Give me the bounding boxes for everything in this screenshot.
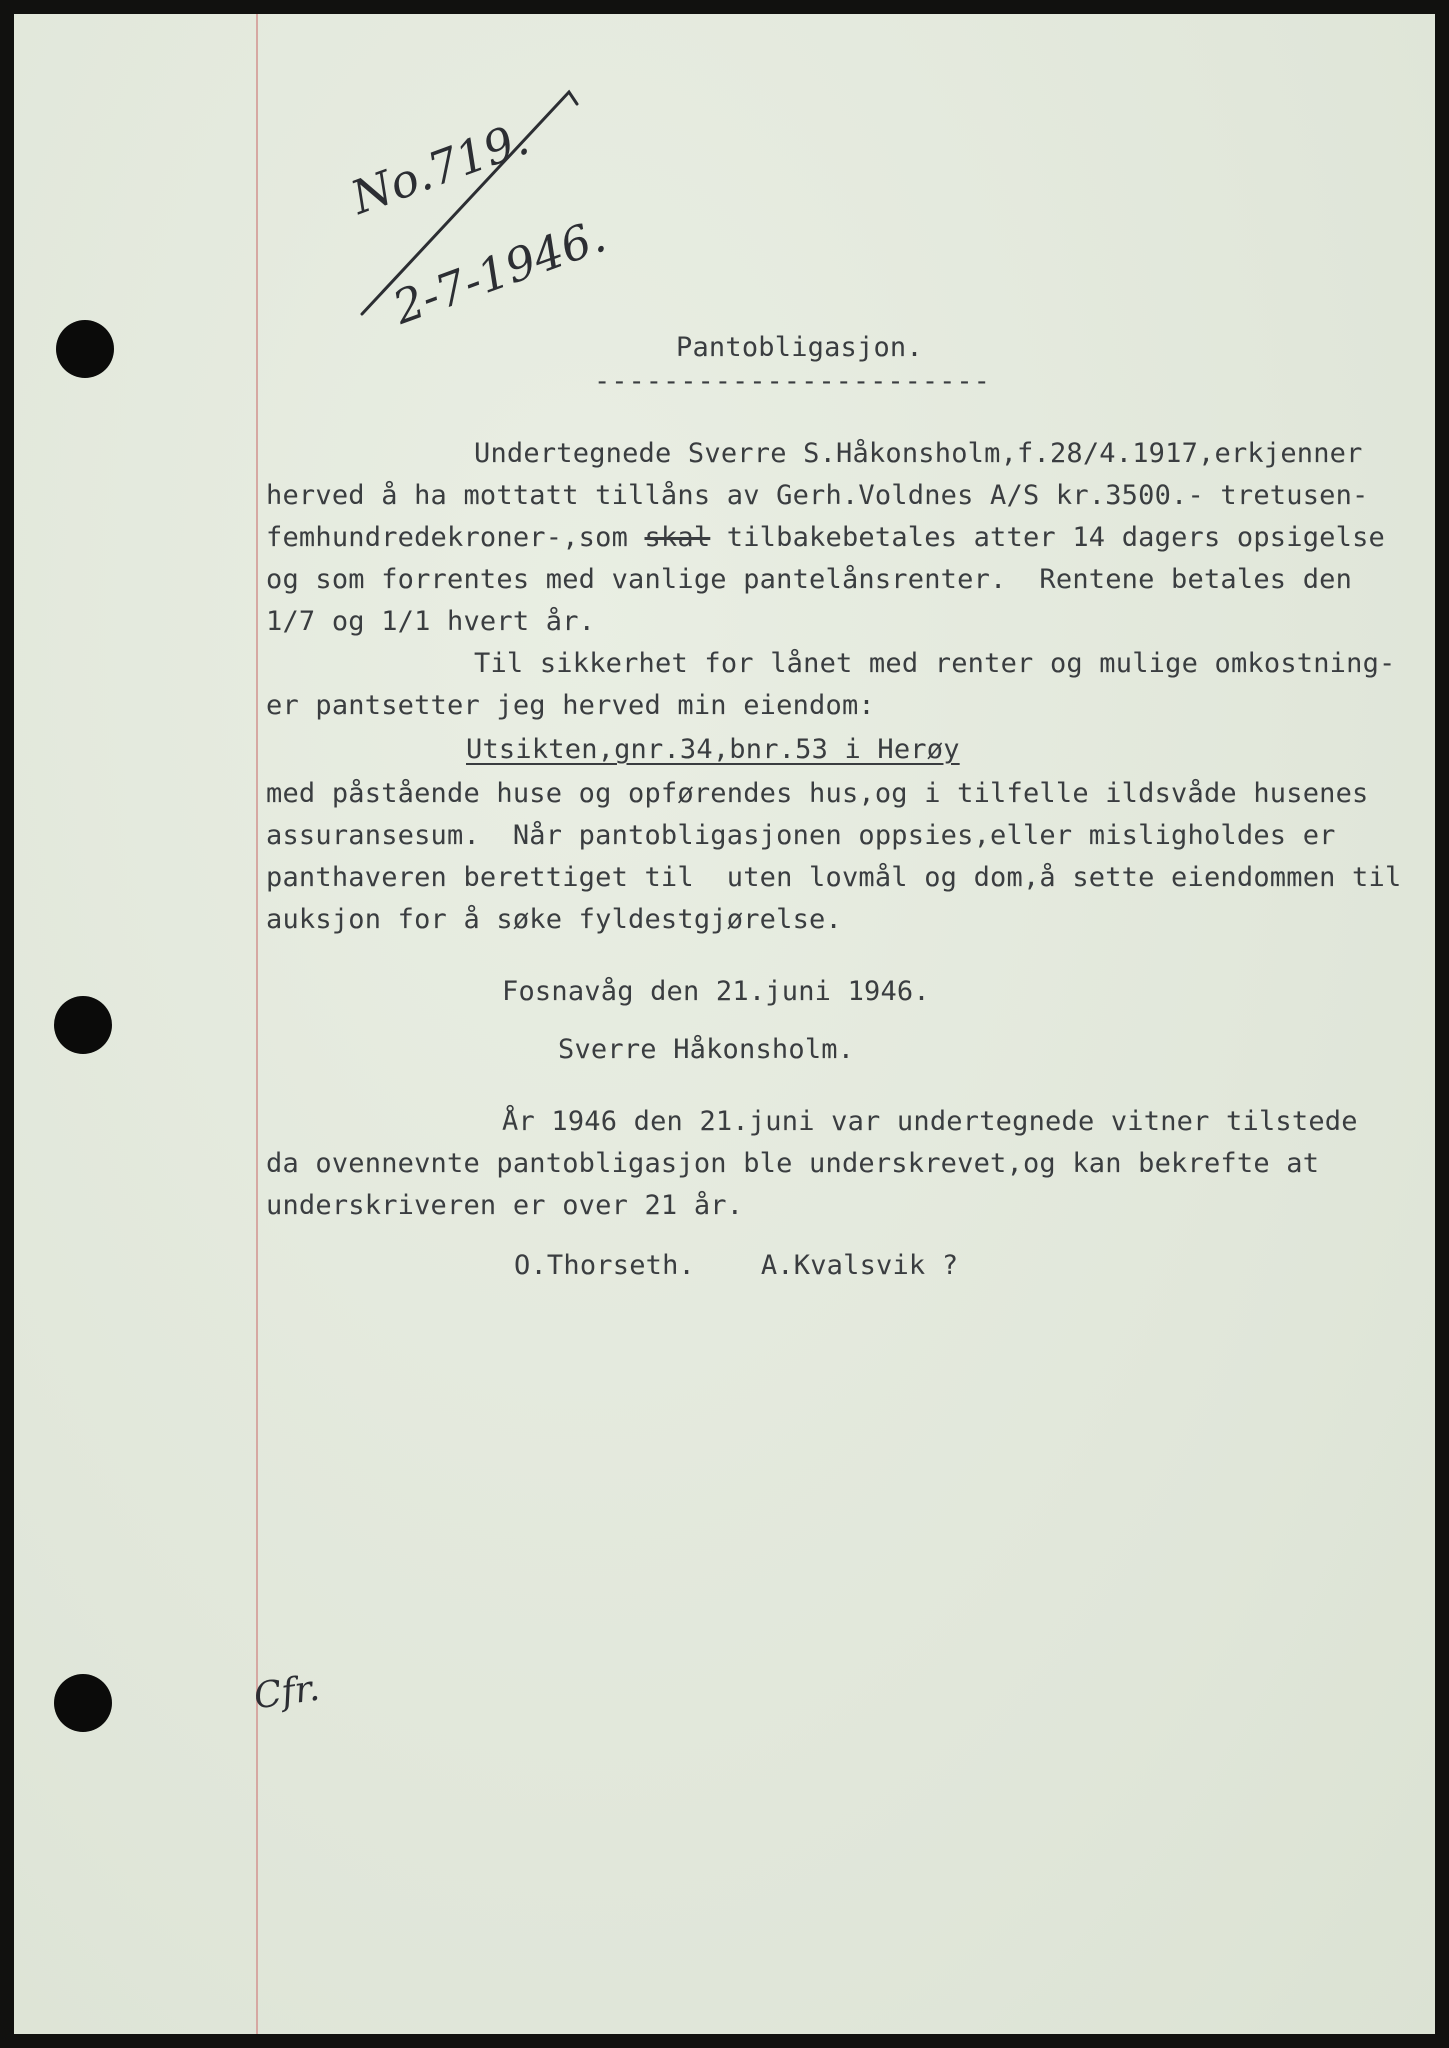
p1-line-4: og som forrentes med vanlige pantelånsrenter. Rentene betales den xyxy=(266,564,1353,595)
p1-line-3-b: tilbakebetales atter 14 dagers opsigelse xyxy=(710,522,1385,553)
p2-line-1: Til sikkerhet for lånet med renter og mulige omkostning- xyxy=(474,648,1396,679)
witness-names: O.Thorseth. A.Kvalsvik ? xyxy=(514,1250,959,1281)
p1-line-3-a: femhundredekroner-,som xyxy=(266,522,645,553)
place-date: Fosnavåg den 21.juni 1946. xyxy=(502,976,930,1007)
witness-line-1: År 1946 den 21.juni var undertegnede vitner tilstede xyxy=(502,1106,1358,1137)
p1-line-5: 1/7 og 1/1 hvert år. xyxy=(266,606,596,637)
handwritten-strokes xyxy=(14,14,1435,2034)
title-rule: ----------------------- xyxy=(594,366,991,397)
handwritten-number: No.719. xyxy=(344,111,536,225)
witness-line-2: da ovennevnte pantobligasjon ble underskrevet,og kan bekrefte at xyxy=(266,1148,1320,1179)
witness-line-3: underskriveren er over 21 år. xyxy=(266,1190,744,1221)
document-title: Pantobligasjon. xyxy=(676,332,923,363)
p1-line-3 xyxy=(266,522,1385,553)
p3-line-2: assuransesum. Når pantobligasjonen oppsies,eller misligholdes er xyxy=(266,820,1336,851)
handwritten-date: 2-7-1946. xyxy=(386,208,613,335)
struck-word: skal xyxy=(644,522,711,553)
p3-line-3: panthaveren berettiget til uten lovmål og dom,å sette eiendommen til xyxy=(266,862,1402,893)
p2-line-2: er pantsetter jeg herved min eiendom: xyxy=(266,690,875,721)
p1-line-2: herved å ha mottatt tillåns av Gerh.Voldnes A/S kr.3500.- tretusen- xyxy=(266,480,1369,511)
handwritten-initials: Cfr. xyxy=(251,1667,323,1718)
p3-line-1: med påstående huse og opførendes hus,og i tilfelle ildsvåde husenes xyxy=(266,778,1369,809)
document-page xyxy=(14,14,1435,2034)
property-name: Utsikten,gnr.34,bnr.53 i Herøy xyxy=(466,734,960,765)
p3-line-4: auksjon for å søke fyldestgjørelse. xyxy=(266,904,842,935)
p1-line-1: Undertegnede Sverre S.Håkonsholm,f.28/4.1917,erkjenner xyxy=(474,438,1363,469)
signer: Sverre Håkonsholm. xyxy=(558,1034,855,1065)
